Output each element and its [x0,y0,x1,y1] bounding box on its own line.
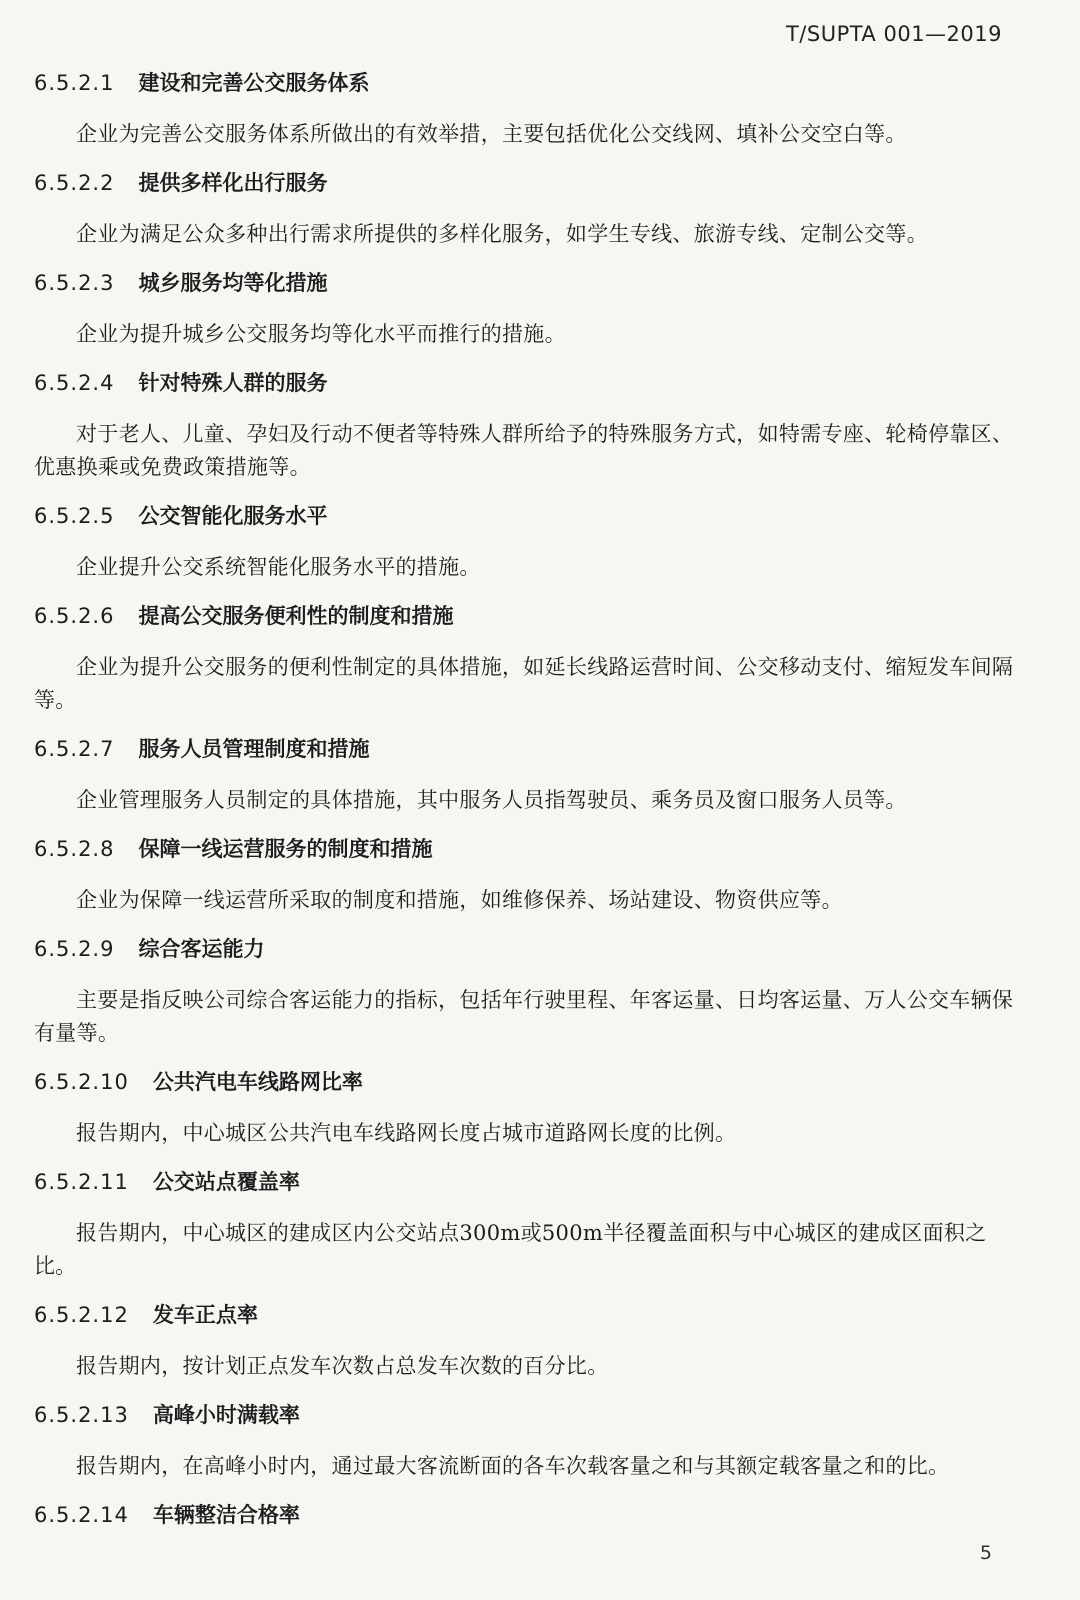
section-number: 6.5.2.7 [34,737,115,761]
section-number: 6.5.2.11 [34,1170,129,1194]
section-number: 6.5.2.4 [34,371,115,395]
section-title: 公交智能化服务水平 [138,504,328,528]
section-heading [34,501,1024,531]
section-number: 6.5.2.9 [34,937,115,961]
section-number: 6.5.2.12 [34,1303,129,1327]
section-body: 企业为满足公众多种出行需求所提供的多样化服务，如学生专线、旅游专线、定制公交等。 [76,222,928,246]
section-title: 公共汽电车线路网比率 [152,1070,363,1094]
section-title: 城乡服务均等化措施 [138,271,328,295]
section-body: 企业为提升公交服务的便利性制定的具体措施，如延长线路运营时间、公交移动支付、缩短发车间隔等。 [34,655,1014,712]
section-body: 报告期内，按计划正点发车次数占总发车次数的百分比。 [76,1354,609,1378]
section-title: 服务人员管理制度和措施 [138,737,370,761]
section-heading [34,1067,1024,1097]
section-body: 报告期内，中心城区的建成区内公交站点300m或500m半径覆盖面积与中心城区的建成区面积之比。 [34,1221,987,1278]
section-heading [34,168,1024,198]
section-body: 企业管理服务人员制定的具体措施，其中服务人员指驾驶员、乘务员及窗口服务人员等。 [76,788,907,812]
section-number: 6.5.2.6 [34,604,115,628]
section-number: 6.5.2.8 [34,837,115,861]
section-title: 提供多样化出行服务 [138,171,328,195]
document-content [34,68,1024,1550]
section-title: 提高公交服务便利性的制度和措施 [138,604,454,628]
section-number: 6.5.2.13 [34,1403,129,1427]
section-body: 报告期内，中心城区公共汽电车线路网长度占城市道路网长度的比例。 [76,1121,737,1145]
section-number: 6.5.2.10 [34,1070,129,1094]
section-heading [34,834,1024,864]
section-number: 6.5.2.5 [34,504,115,528]
section-body: 企业为提升城乡公交服务均等化水平而推行的措施。 [76,322,566,346]
section-heading [34,268,1024,298]
section-body: 企业为完善公交服务体系所做出的有效举措，主要包括优化公交线网、填补公交空白等。 [76,122,907,146]
section-heading [34,1400,1024,1430]
section-title: 保障一线运营服务的制度和措施 [138,837,433,861]
section-number: 6.5.2.1 [34,71,115,95]
section-body: 企业为保障一线运营所采取的制度和措施，如维修保养、场站建设、物资供应等。 [76,888,843,912]
section-body: 企业提升公交系统智能化服务水平的措施。 [76,555,481,579]
section-heading [34,1167,1024,1197]
section-number: 6.5.2.3 [34,271,115,295]
section-heading [34,1500,1024,1530]
page-number: 5 [979,1542,992,1564]
section-heading [34,68,1024,98]
section-body: 对于老人、儿童、孕妇及行动不便者等特殊人群所给予的特殊服务方式，如特需专座、轮椅停靠区、优惠换乘或免费政策措施等。 [34,422,1014,479]
section-number: 6.5.2.14 [34,1503,129,1527]
section-heading [34,734,1024,764]
section-heading [34,601,1024,631]
section-title: 建设和完善公交服务体系 [138,71,370,95]
section-title: 公交站点覆盖率 [152,1170,300,1194]
section-title: 高峰小时满载率 [152,1403,300,1427]
section-title: 车辆整洁合格率 [152,1503,300,1527]
section-heading [34,1300,1024,1330]
section-body: 主要是指反映公司综合客运能力的指标，包括年行驶里程、年客运量、日均客运量、万人公交车辆保有量等。 [34,988,1014,1045]
section-title: 发车正点率 [152,1303,258,1327]
section-heading [34,368,1024,398]
section-title: 综合客运能力 [138,937,265,961]
section-title: 针对特殊人群的服务 [138,371,328,395]
section-number: 6.5.2.2 [34,171,115,195]
document-code: T/SUPTA 001—2019 [785,22,1002,46]
section-heading [34,934,1024,964]
section-body: 报告期内，在高峰小时内，通过最大客流断面的各车次载客量之和与其额定载客量之和的比。 [76,1454,950,1478]
